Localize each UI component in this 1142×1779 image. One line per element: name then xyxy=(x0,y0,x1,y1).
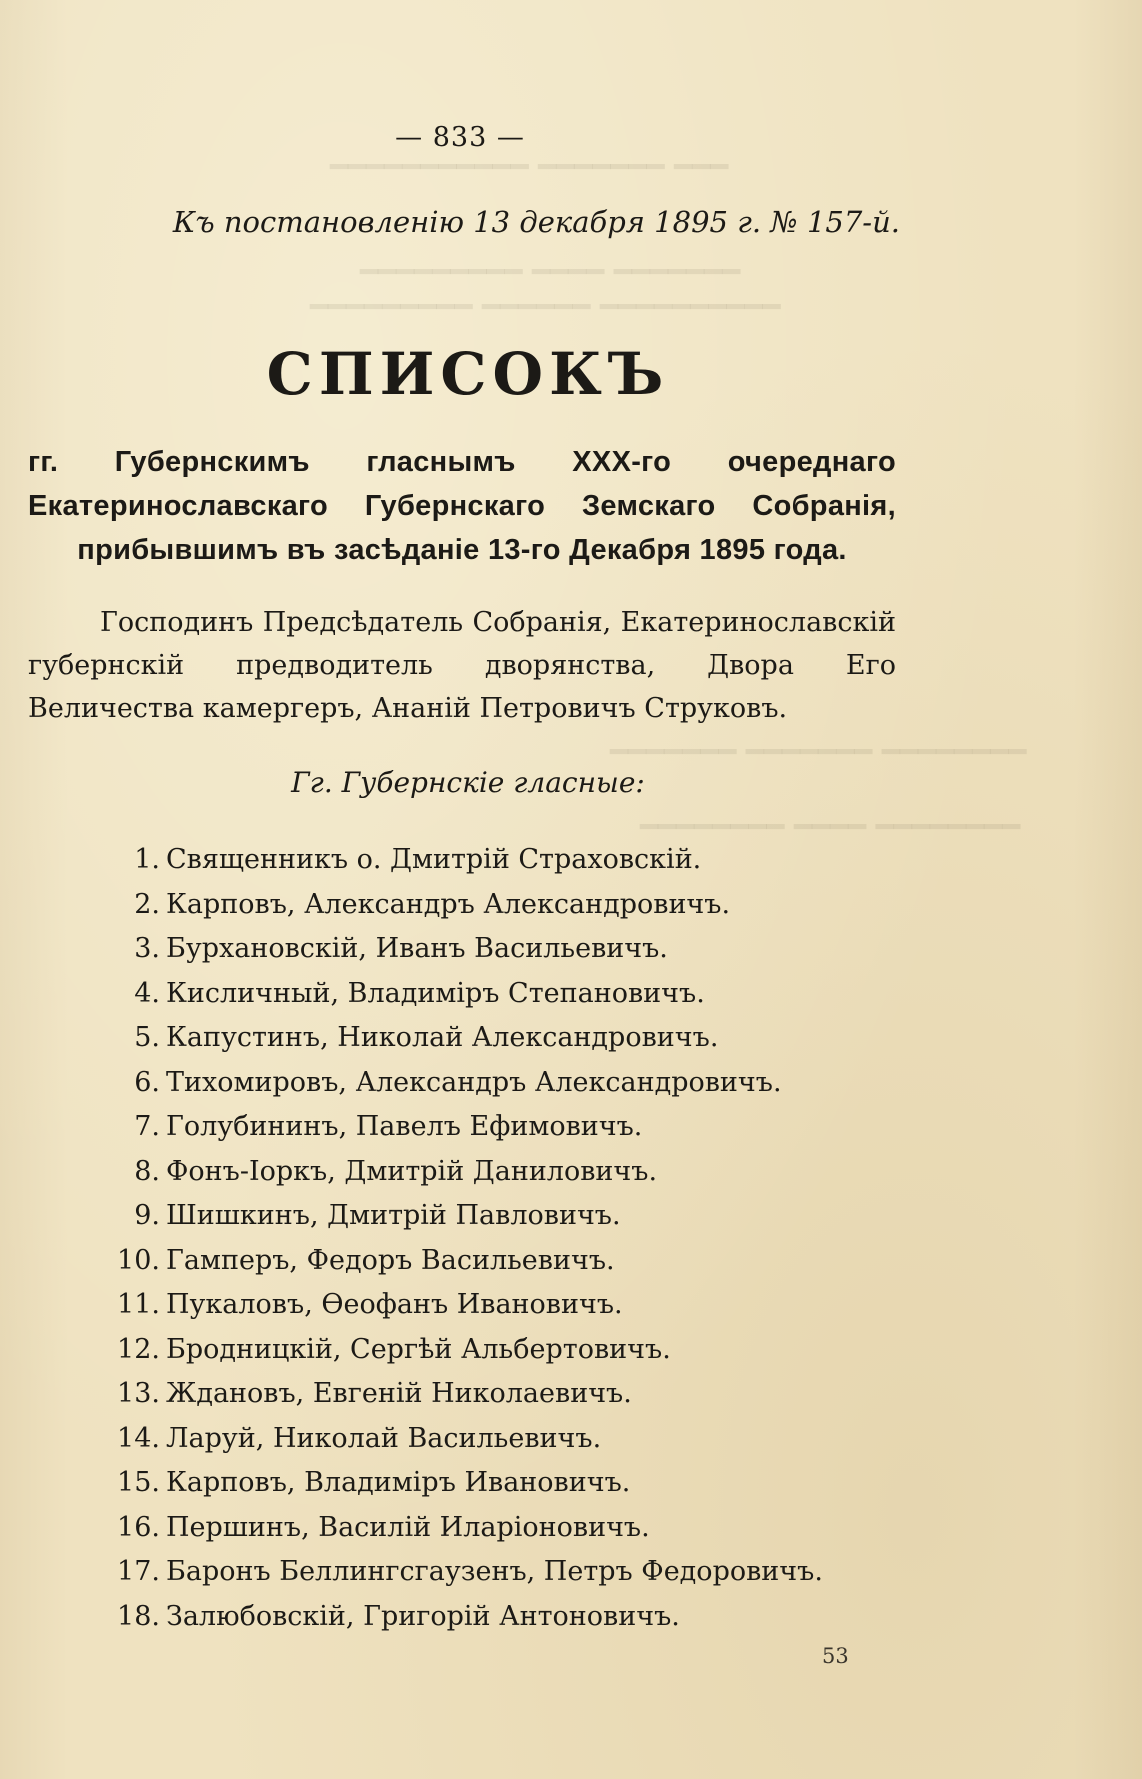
list-item xyxy=(0,1016,900,1061)
list-item xyxy=(0,1372,900,1417)
member-name: Священникъ о. Дмитрій Страховскій. xyxy=(166,844,702,875)
member-number: 16. xyxy=(117,1511,160,1543)
member-number: 14. xyxy=(117,1422,160,1454)
list-item xyxy=(0,1283,900,1328)
signature-mark: 53 xyxy=(822,1644,849,1668)
member-number: 2. xyxy=(134,888,160,920)
member-number: 3. xyxy=(134,933,160,964)
member-name: Тихомировъ, Александръ Александровичъ. xyxy=(166,1066,782,1098)
member-name: Карповъ, Владиміръ Ивановичъ. xyxy=(166,1467,631,1498)
member-name: Гамперъ, Федоръ Васильевичъ. xyxy=(166,1244,615,1276)
resolution-reference: Къ постановленію 13 декабря 1895 г. № 157-й. xyxy=(172,205,900,239)
member-name: Бродницкій, Сергѣй Альбертовичъ. xyxy=(166,1333,671,1365)
members-heading: Гг. Губернскіе гласные: xyxy=(291,766,645,799)
document-subtitle: гг. Губернскимъ гласнымъ ХХХ-го очереднаго Екатеринославскаго Губернскаго Земскаго Собранія, прибывшимъ въ засѣданіе 13-го Декабря 1895 года. xyxy=(28,446,896,566)
member-name: Фонъ-Іоркъ, Дмитрій Даниловичъ. xyxy=(166,1155,658,1187)
member-name: Шишкинъ, Дмитрій Павловичъ. xyxy=(166,1200,621,1231)
list-item xyxy=(0,1417,900,1462)
list-item xyxy=(0,883,900,928)
member-number: 10. xyxy=(117,1244,160,1276)
list-item xyxy=(0,927,900,972)
member-number: 18. xyxy=(117,1600,160,1632)
members-list xyxy=(0,838,900,1639)
member-name: Пукаловъ, Ѳеофанъ Ивановичъ. xyxy=(166,1289,623,1320)
list-item xyxy=(0,1328,900,1373)
member-number: 5. xyxy=(134,1022,160,1053)
member-number: 15. xyxy=(117,1467,160,1498)
bleed-through: ━━━ ━━━━━━━ ━━━━━━━━━━━ xyxy=(330,150,729,185)
member-name: Голубининъ, Павелъ Ефимовичъ. xyxy=(166,1111,643,1142)
member-number: 12. xyxy=(117,1333,160,1365)
member-number: 7. xyxy=(134,1111,160,1142)
list-item xyxy=(0,1506,900,1551)
chairman-paragraph: Господинъ Предсѣдатель Собранія, Екатеринославскій губернскій предводитель дворянства, Двора Его Величества камергеръ, Ананій Петровичъ Струковъ. xyxy=(28,607,896,724)
member-number: 1. xyxy=(134,844,160,875)
document-title: СПИСОКЪ xyxy=(266,340,670,408)
bleed-through: ━━━━━━━━ ━━━━━━━ ━━━━━━━ xyxy=(610,735,1027,770)
list-item xyxy=(0,1550,900,1595)
list-item xyxy=(0,1194,900,1239)
member-name: Бурхановскій, Иванъ Васильевичъ. xyxy=(166,933,668,964)
page-number: — 833 — xyxy=(395,122,525,153)
member-number: 17. xyxy=(117,1556,160,1587)
member-name: Ларуй, Николай Васильевичъ. xyxy=(166,1422,602,1454)
list-item xyxy=(0,1061,900,1106)
member-number: 6. xyxy=(134,1066,160,1098)
list-item xyxy=(0,1461,900,1506)
list-item xyxy=(0,1595,900,1640)
bleed-through: ━━━━━━━━ ━━━━ ━━━━━━━━ xyxy=(640,810,1021,845)
list-item xyxy=(0,1239,900,1284)
member-number: 13. xyxy=(117,1378,160,1409)
list-item xyxy=(0,972,900,1017)
list-item xyxy=(0,1105,900,1150)
bleed-through: ━━━━━━━━━━ ━━━━━━ ━━━━━━━━━ xyxy=(310,290,781,325)
list-item xyxy=(0,838,900,883)
member-number: 11. xyxy=(117,1289,160,1320)
member-number: 4. xyxy=(134,977,160,1009)
bleed-through: ━━━━━━━ ━━━━ ━━━━━━━━━ xyxy=(360,255,741,290)
member-name: Першинъ, Василій Иларіоновичъ. xyxy=(166,1511,650,1543)
member-name: Кисличный, Владиміръ Степановичъ. xyxy=(166,977,705,1009)
member-number: 8. xyxy=(134,1155,160,1187)
member-name: Баронъ Беллингсгаузенъ, Петръ Федоровичъ. xyxy=(166,1556,823,1587)
member-number: 9. xyxy=(134,1200,160,1231)
member-name: Залюбовскій, Григорій Антоновичъ. xyxy=(166,1600,680,1632)
member-name: Капустинъ, Николай Александровичъ. xyxy=(166,1022,719,1053)
list-item xyxy=(0,1150,900,1195)
member-name: Ждановъ, Евгеній Николаевичъ. xyxy=(166,1378,632,1409)
member-name: Карповъ, Александръ Александровичъ. xyxy=(166,888,731,920)
